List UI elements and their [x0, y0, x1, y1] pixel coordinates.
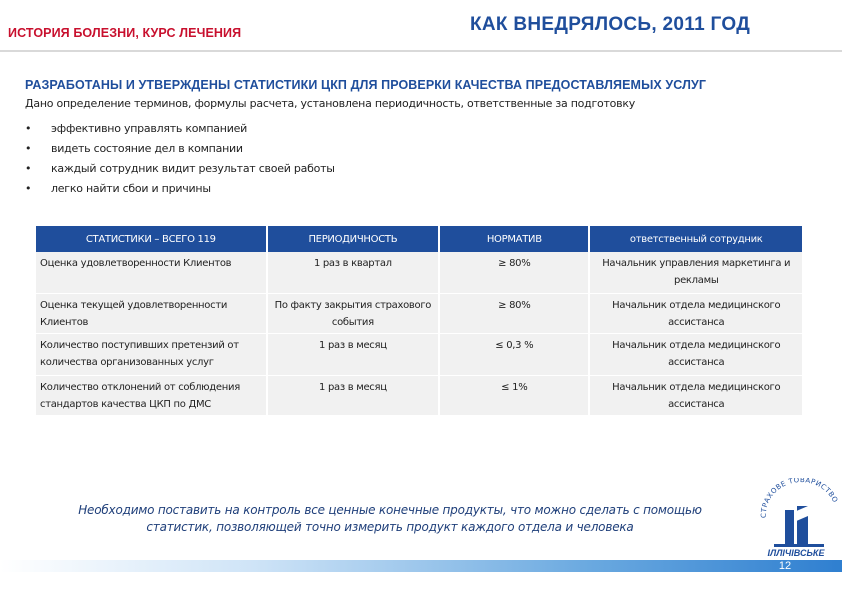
column-header-periodicity: ПЕРИОДИЧНОСТЬ	[268, 226, 439, 252]
bullet-text: эффективно управлять компанией	[51, 121, 248, 135]
bullet-icon: •	[25, 141, 32, 155]
bullet-icon: •	[25, 181, 32, 195]
cell-responsible: Начальник отдела медицинского ассистанса	[590, 376, 802, 416]
company-logo-icon	[752, 478, 842, 558]
cell-periodicity: 1 раз в месяц	[268, 334, 439, 376]
cell-periodicity: По факту закрытия страхового события	[268, 294, 439, 334]
table-row	[36, 294, 802, 334]
cell-periodicity: 1 раз в квартал	[268, 252, 439, 294]
list-item	[25, 138, 335, 158]
page-title: КАК ВНЕДРЯЛОСЬ, 2011 ГОД	[470, 14, 751, 35]
section-heading: РАЗРАБОТАНЫ И УТВЕРЖДЕНЫ СТАТИСТИКИ ЦКП ДЛЯ ПРОВЕРКИ КАЧЕСТВА ПРЕДОСТАВЛЯЕМЫХ УСЛУГ	[25, 78, 707, 92]
cell-periodicity: 1 раз в месяц	[268, 376, 439, 416]
bullet-text: видеть состояние дел в компании	[51, 141, 243, 155]
cell-norm: ≤ 1%	[440, 376, 588, 416]
intro-text: Дано определение терминов, формулы расчета, установлена периодичность, ответственные за подготовку	[25, 97, 636, 110]
logo-arc-text: СТРАХОВЕ ТОВАРИСТВО	[759, 478, 840, 519]
bullet-list	[25, 118, 335, 198]
table-header-row	[36, 226, 802, 252]
list-item	[25, 178, 335, 198]
cell-statistic: Количество отклонений от соблюдения стандартов качества ЦКП по ДМС	[36, 376, 266, 416]
bullet-text: каждый сотрудник видит результат своей работы	[51, 161, 335, 175]
cell-statistic: Оценка текущей удовлетворенности Клиентов	[36, 294, 266, 334]
cell-norm: ≤ 0,3 %	[440, 334, 588, 376]
table-row	[36, 334, 802, 376]
section-title: ИСТОРИЯ БОЛЕЗНИ, КУРС ЛЕЧЕНИЯ	[8, 26, 242, 40]
column-header-responsible: ответственный сотрудник	[590, 226, 802, 252]
list-item	[25, 158, 335, 178]
column-header-statistics: СТАТИСТИКИ – ВСЕГО 119	[36, 226, 266, 252]
column-header-norm: НОРМАТИВ	[440, 226, 588, 252]
cell-responsible: Начальник управления маркетинга и рекламы	[590, 252, 802, 294]
conclusion-text: Необходимо поставить на контроль все ценные конечные продукты, что можно сделать с помощью статистик, позволяющей точно измерить продукт каждого отдела и человека	[78, 503, 702, 534]
cell-statistic: Количество поступивших претензий от количества организованных услуг	[36, 334, 266, 376]
table-row	[36, 252, 802, 294]
bullet-icon: •	[25, 161, 32, 175]
logo-name: ІЛЛІЧІВСЬКЕ	[767, 548, 825, 558]
list-item	[25, 118, 335, 138]
bullet-text: легко найти сбои и причины	[51, 181, 211, 195]
page-number: 12	[778, 560, 792, 572]
footer-bar	[0, 560, 842, 572]
cell-statistic: Оценка удовлетворенности Клиентов	[36, 252, 266, 294]
table-row	[36, 376, 802, 416]
cell-norm: ≥ 80%	[440, 252, 588, 294]
statistics-table	[34, 226, 804, 416]
cell-responsible: Начальник отдела медицинского ассистанса	[590, 294, 802, 334]
header-divider	[0, 50, 842, 52]
cell-norm: ≥ 80%	[440, 294, 588, 334]
bullet-icon: •	[25, 121, 32, 135]
cell-responsible: Начальник отдела медицинского ассистанса	[590, 334, 802, 376]
